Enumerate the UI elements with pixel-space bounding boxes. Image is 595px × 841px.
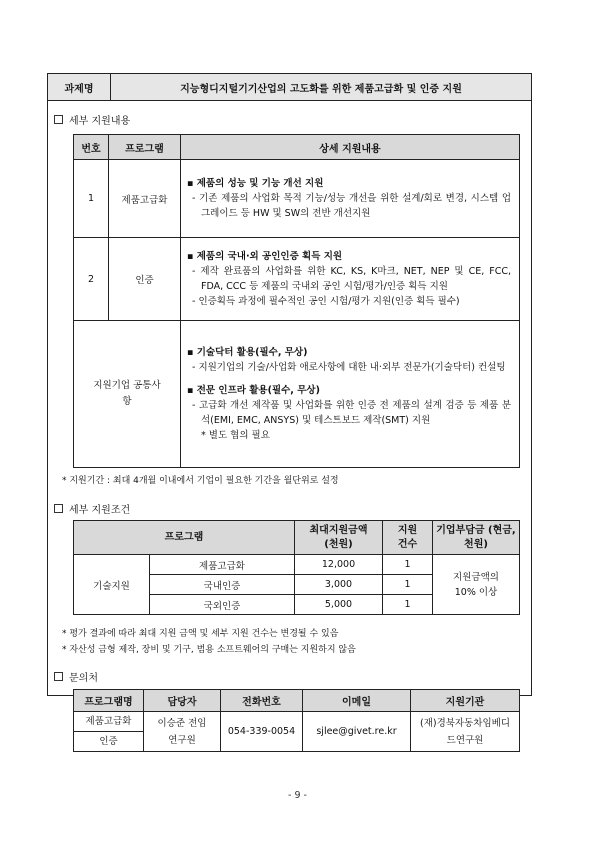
period-note: * 지원기간 : 최대 4개월 이내에서 기업이 필요한 기간을 월단위로 설정 <box>62 476 339 486</box>
row-detail: ▪ 제품의 성능 및 기능 개선 지원 - 기존 제품의 사업화 목적 기능/성능 개선을 위한 설계/회로 변경, 시스템 업그레이드 등 HW 및 SW의 전반 개선지원 <box>181 160 520 238</box>
table-header-row <box>74 521 520 555</box>
section-heading-support: 세부 지원내용 <box>54 112 130 127</box>
page-number: - 9 - <box>288 790 307 801</box>
section-heading-conditions: 세부 지원조건 <box>54 501 130 516</box>
table-header-row: 프로그램명 담당자 전화번호 이메일 지원기관 <box>74 690 520 712</box>
contact-org: (재)경북자동차임베디드연구원 <box>411 712 520 752</box>
table-row: 기술지원 제품고급화 12,000 1 지원금액의 10% 이상 <box>74 555 520 575</box>
square-bullet-icon <box>54 672 63 681</box>
square-bullet-icon <box>54 504 63 513</box>
table-header-row <box>74 135 520 160</box>
table-row <box>74 238 520 321</box>
table-row: 국내인증 3,000 1 <box>74 575 520 595</box>
group-label: 기술지원 <box>74 555 150 615</box>
common-detail: ▪ 기술닥터 활용(필수, 무상) - 지원기업의 기술/사업화 애로사항에 대한 내·외부 전문가(기술닥터) 컨설팅 ▪ 전문 인프라 활용(필수, 무상) - 고급화 개선 제작품 및 사업화를 위한 인증 전 제품의 설계 검증 등 제품 분석(EMI, EMC, ANSYS) 및 테스트보드 제작(SMT) 지원 * 별도 협의 필요 <box>181 321 520 468</box>
condition-table <box>73 520 520 615</box>
section-heading-contact: 문의처 <box>54 669 98 684</box>
table-row: 국외인증 5,000 1 <box>74 595 520 615</box>
title-label: 과제명 <box>48 74 111 100</box>
table-row <box>74 160 520 238</box>
square-bullet-icon <box>54 115 63 124</box>
support-table <box>73 134 520 468</box>
row-program: 인증 <box>109 238 181 321</box>
contact-email-link[interactable]: sjlee@givet.re.kr <box>303 712 411 752</box>
row-detail: ▪ 제품의 국내·외 공인인증 획득 지원 - 제작 완료품의 사업화를 위한 KC, KS, K마크, NET, NEP 및 CE, FCC, FDA, CCC 등 제품의 국내외 공인 시험/평가/인증 획득 지원 - 인증획득 과정에 필수적인 공인 시험/평가 지원(인증 획득 필수) <box>181 238 520 321</box>
header-detail: 상세 지원내용 <box>181 135 520 160</box>
project-title: 지능형디지털기기산업의 고도화를 위한 제품고급화 및 인증 지원 <box>180 83 462 95</box>
header-no: 번호 <box>74 135 109 160</box>
table-row <box>74 321 520 468</box>
contact-phone: 054-339-0054 <box>221 712 303 752</box>
title-row <box>48 74 531 101</box>
header-count: 지원 건수 <box>383 521 433 555</box>
table-row: 제품고급화 이승준 전임연구원 054-339-0054 sjlee@givet.re.kr (재)경북자동차임베디드연구원 <box>74 712 520 732</box>
row-no: 2 <box>74 238 109 321</box>
header-program: 프로그램 <box>74 521 295 555</box>
header-burden: 기업부담금 (현금, 천원) <box>433 521 520 555</box>
header-program: 프로그램 <box>109 135 181 160</box>
contact-table <box>73 689 520 752</box>
contact-person: 이승준 전임연구원 <box>144 712 221 752</box>
row-no: 1 <box>74 160 109 238</box>
content-frame <box>47 73 532 747</box>
common-label: 지원기업 공통사항 <box>74 321 181 468</box>
burden-cell: 지원금액의 10% 이상 <box>433 555 520 615</box>
header-amount: 최대지원금액 (천원) <box>295 521 383 555</box>
condition-note: * 자산성 금형 제작, 장비 및 기구, 범용 소프트웨어의 구매는 지원하지 않음 <box>62 645 356 655</box>
condition-note: * 평가 결과에 따라 최대 지원 금액 및 세부 지원 건수는 변경될 수 있음 <box>62 629 339 639</box>
table-row: 인증 <box>74 732 520 752</box>
row-program: 제품고급화 <box>109 160 181 238</box>
